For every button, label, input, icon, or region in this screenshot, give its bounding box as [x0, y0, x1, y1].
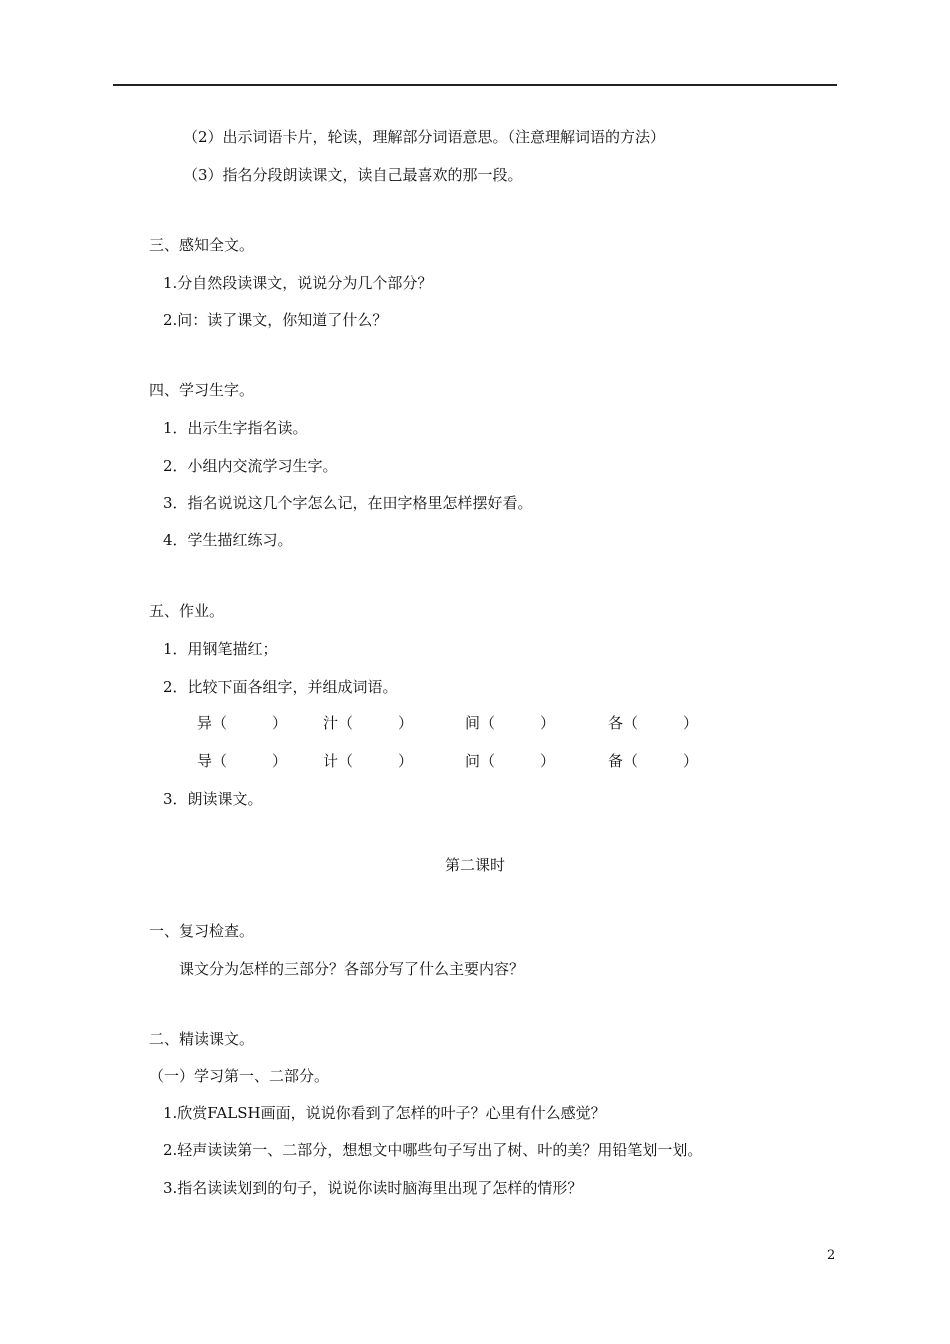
text-line: 1．出示生字指名读。 [163, 419, 308, 437]
section-heading: 二、精读课文。 [149, 1030, 255, 1048]
text-line: 1.欣赏FALSH画面，说说你看到了怎样的叶子？心里有什么感觉？ [163, 1104, 606, 1122]
exercise-cell: 间（ ） [465, 714, 556, 732]
text-line: （2）出示词语卡片，轮读，理解部分词语意思。（注意理解词语的方法） [183, 128, 666, 146]
section-heading: 四、学习生字。 [149, 381, 255, 399]
text-line: 课文分为怎样的三部分？各部分写了什么主要内容？ [179, 960, 525, 978]
text-line: 1.分自然段读课文，说说分为几个部分？ [163, 274, 433, 292]
exercise-cell: 导（ ） [197, 752, 288, 770]
section-heading: 三、感知全文。 [149, 236, 255, 254]
text-line: 2．比较下面各组字，并组成词语。 [163, 678, 398, 696]
section-heading: 五、作业。 [149, 602, 225, 620]
exercise-cell: 异（ ） [197, 714, 288, 732]
text-line: 2.问：读了课文，你知道了什么？ [163, 311, 388, 329]
text-line: 3．指名说说这几个字怎么记，在田字格里怎样摆好看。 [163, 494, 533, 512]
exercise-cell: 备（ ） [608, 752, 699, 770]
text-line: 2.轻声读读第一、二部分，想想文中哪些句子写出了树、叶的美？用铅笔划一划。 [163, 1141, 703, 1159]
exercise-cell: 问（ ） [465, 752, 556, 770]
text-line: 4．学生描红练习。 [163, 531, 293, 549]
text-line: （3）指名分段朗读课文，读自己最喜欢的那一段。 [183, 166, 523, 184]
sub-heading: （一）学习第一、二部分。 [149, 1067, 330, 1085]
section-heading: 一、复习检查。 [149, 922, 255, 940]
text-line: 3.指名读读划到的句子，说说你读时脑海里出现了怎样的情形？ [163, 1179, 583, 1197]
exercise-cell: 汁（ ） [323, 714, 414, 732]
lesson-title: 第二课时 [444, 856, 505, 874]
header-rule [113, 84, 837, 86]
text-line: 3．朗读课文。 [163, 790, 263, 808]
text-line: 2．小组内交流学习生字。 [163, 457, 338, 475]
text-line: 1．用钢笔描红； [163, 640, 278, 658]
page-number: 2 [827, 1248, 836, 1263]
exercise-cell: 计（ ） [323, 752, 414, 770]
exercise-cell: 各（ ） [608, 714, 699, 732]
